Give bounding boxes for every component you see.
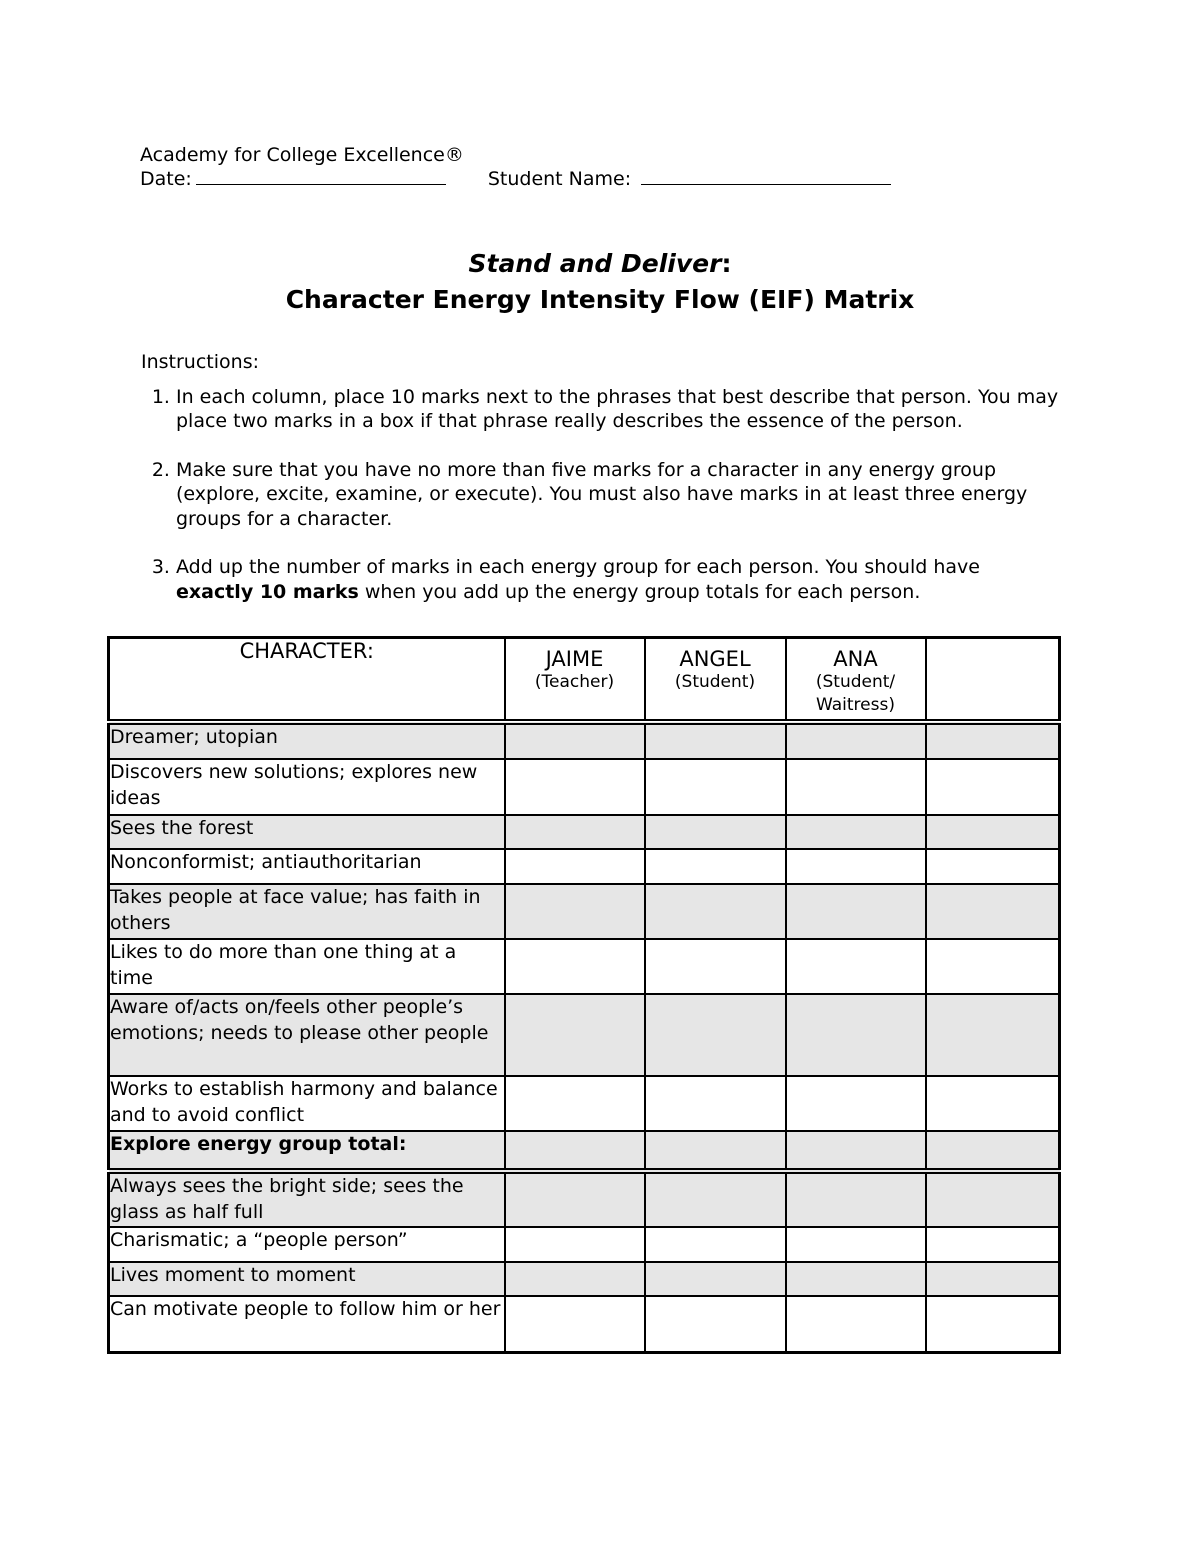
instruction-item: 2. Make sure that you have no more than five marks for a character in any energy group (explore, excite, examine, or execute). You must also have marks in at least three energy groups for a character.: [176, 458, 1061, 532]
instruction-text: when you add up the energy group totals for each person.: [358, 580, 921, 603]
mark-cell[interactable]: [645, 1171, 786, 1227]
group-total-label: Explore energy group total:: [109, 1131, 505, 1171]
mark-cell[interactable]: [786, 1076, 926, 1131]
row-label: Nonconformist; antiauthoritarian: [109, 849, 505, 884]
column-name: ANA: [833, 647, 878, 671]
table-row: [109, 939, 1060, 994]
mark-cell[interactable]: [505, 759, 645, 815]
mark-cell[interactable]: [926, 1227, 1060, 1262]
date-label: Date:: [140, 168, 192, 190]
total-cell[interactable]: [926, 1131, 1060, 1171]
mark-cell[interactable]: [505, 1076, 645, 1131]
table-row: [109, 1076, 1060, 1131]
mark-cell[interactable]: [505, 1171, 645, 1227]
mark-cell[interactable]: [645, 884, 786, 939]
mark-cell[interactable]: [505, 994, 645, 1076]
total-cell[interactable]: [505, 1131, 645, 1171]
mark-cell[interactable]: [926, 939, 1060, 994]
table-row: [109, 1296, 1060, 1352]
instruction-text: Add up the number of marks in each energy group for each person. You should have: [176, 556, 980, 578]
mark-cell[interactable]: [645, 1076, 786, 1131]
column-header-angel: [645, 638, 786, 723]
row-label: Dreamer; utopian: [109, 722, 505, 759]
group-total-row: [109, 1131, 1060, 1171]
student-name-label: Student Name:: [487, 168, 632, 190]
mark-cell[interactable]: [505, 1296, 645, 1352]
mark-cell[interactable]: [786, 884, 926, 939]
title-colon: :: [721, 249, 732, 278]
date-field[interactable]: [196, 167, 446, 185]
table-header-row: [109, 638, 1060, 723]
column-header-blank: [926, 638, 1060, 723]
row-label: Likes to do more than one thing at a time: [109, 939, 505, 994]
mark-cell[interactable]: [645, 939, 786, 994]
table-row: [109, 722, 1060, 759]
mark-cell[interactable]: [645, 815, 786, 849]
row-label: Discovers new solutions; explores new ideas: [109, 759, 505, 815]
mark-cell[interactable]: [505, 939, 645, 994]
mark-cell[interactable]: [786, 815, 926, 849]
row-label: Works to establish harmony and balance and to avoid conflict: [109, 1076, 505, 1131]
mark-cell[interactable]: [786, 939, 926, 994]
instruction-item: [176, 555, 1061, 604]
table-row: [109, 759, 1060, 815]
mark-cell[interactable]: [645, 722, 786, 759]
table-row: [109, 815, 1060, 849]
page-title: Character Energy Intensity Flow (EIF) Matrix: [285, 285, 915, 314]
mark-cell[interactable]: [926, 849, 1060, 884]
mark-cell[interactable]: [786, 1227, 926, 1262]
mark-cell[interactable]: [926, 815, 1060, 849]
mark-cell[interactable]: [645, 1262, 786, 1296]
instructions: [141, 350, 1061, 604]
mark-cell[interactable]: [926, 994, 1060, 1076]
mark-cell[interactable]: [786, 722, 926, 759]
mark-cell[interactable]: [786, 994, 926, 1076]
mark-cell[interactable]: [926, 1171, 1060, 1227]
instructions-list: [141, 385, 1061, 605]
page-header: [140, 143, 891, 191]
mark-cell[interactable]: [505, 849, 645, 884]
mark-cell[interactable]: [926, 759, 1060, 815]
row-label: Can motivate people to follow him or her: [109, 1296, 505, 1352]
title-line-1: [0, 249, 1200, 278]
table-row: [109, 1262, 1060, 1296]
table-row: [109, 1171, 1060, 1227]
mark-cell[interactable]: [926, 1262, 1060, 1296]
table-row: [109, 849, 1060, 884]
student-name-field[interactable]: [641, 167, 891, 185]
mark-cell[interactable]: [645, 849, 786, 884]
mark-cell[interactable]: [505, 722, 645, 759]
mark-cell[interactable]: [926, 1296, 1060, 1352]
row-label: Takes people at face value; has faith in others: [109, 884, 505, 939]
instructions-heading: Instructions:: [141, 351, 259, 373]
table-row: [109, 1227, 1060, 1262]
mark-cell[interactable]: [505, 815, 645, 849]
mark-cell[interactable]: [645, 1227, 786, 1262]
character-header: CHARACTER:: [109, 638, 505, 723]
table-row: [109, 884, 1060, 939]
row-label: Lives moment to moment: [109, 1262, 505, 1296]
mark-cell[interactable]: [645, 994, 786, 1076]
instruction-emphasis: exactly 10 marks: [176, 580, 359, 603]
mark-cell[interactable]: [645, 1296, 786, 1352]
mark-cell[interactable]: [786, 759, 926, 815]
column-name: ANGEL: [679, 647, 751, 671]
org-name: Academy for College Excellence®: [140, 144, 464, 166]
column-header-ana: [786, 638, 926, 723]
mark-cell[interactable]: [786, 1296, 926, 1352]
mark-cell[interactable]: [505, 1262, 645, 1296]
instruction-item: 1. In each column, place 10 marks next to the phrases that best describe that person. You may place two marks in a box if that phrase really describes the essence of the person.: [176, 385, 1061, 434]
mark-cell[interactable]: [786, 1171, 926, 1227]
row-label: Always sees the bright side; sees the glass as half full: [109, 1171, 505, 1227]
mark-cell[interactable]: [926, 884, 1060, 939]
mark-cell[interactable]: [786, 1262, 926, 1296]
column-role: (Student/ Waitress): [815, 672, 896, 715]
row-label: Charismatic; a “people person”: [109, 1227, 505, 1262]
table-row: [109, 994, 1060, 1076]
total-cell[interactable]: [786, 1131, 926, 1171]
mark-cell[interactable]: [926, 722, 1060, 759]
title-italic: Stand and Deliver: [468, 249, 722, 278]
mark-cell[interactable]: [505, 884, 645, 939]
column-header-jaime: [505, 638, 645, 723]
mark-cell[interactable]: [645, 759, 786, 815]
column-role: (Student): [674, 672, 756, 692]
eif-matrix-table: [107, 636, 1061, 1354]
mark-cell[interactable]: [786, 849, 926, 884]
mark-cell[interactable]: [505, 1227, 645, 1262]
row-label: Aware of/acts on/feels other people’s emotions; needs to please other people: [109, 994, 505, 1076]
row-label: Sees the forest: [109, 815, 505, 849]
total-cell[interactable]: [645, 1131, 786, 1171]
column-name: JAIME: [545, 647, 604, 671]
mark-cell[interactable]: [926, 1076, 1060, 1131]
column-role: (Teacher): [534, 672, 615, 692]
